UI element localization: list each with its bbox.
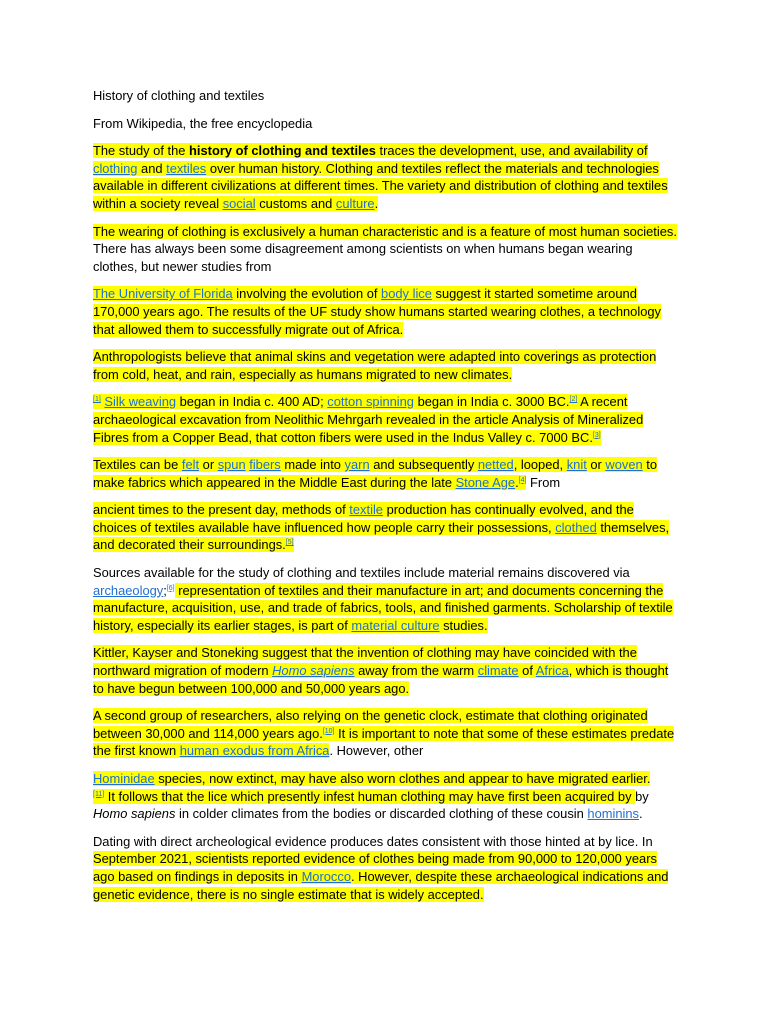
text-run: and subsequently bbox=[369, 457, 478, 473]
link-morocco[interactable]: Morocco bbox=[301, 868, 351, 884]
text-run: of bbox=[518, 663, 536, 679]
text-run: customs and bbox=[255, 195, 336, 211]
reference-1[interactable] bbox=[93, 396, 101, 403]
paragraph-silk bbox=[93, 393, 679, 446]
italic-term: Homo sapiens bbox=[272, 663, 355, 679]
reference-link[interactable]: [4] bbox=[518, 476, 527, 484]
paragraph-florida bbox=[93, 285, 679, 338]
link-stone-age[interactable]: Stone Age bbox=[455, 474, 516, 490]
reference-10[interactable] bbox=[323, 728, 335, 735]
reference-link[interactable]: [5] bbox=[285, 539, 294, 547]
text-run: ancient times to the present day, methods of bbox=[93, 502, 350, 518]
highlighted-text bbox=[93, 583, 673, 633]
link-yarn[interactable]: yarn bbox=[344, 457, 370, 473]
bold-term: history of clothing and textiles bbox=[189, 143, 376, 159]
link-hominidae[interactable]: Hominidae bbox=[93, 771, 155, 786]
plain-text: . However, other bbox=[329, 743, 424, 759]
link-university-of-florida[interactable]: The University of Florida bbox=[93, 286, 233, 302]
highlighted-text: Anthropologists believe that animal skins and vegetation were adapted into coverings as protection from cold, heat, and rain, especially as humans migrated to new climates. bbox=[93, 349, 657, 382]
highlighted-text bbox=[93, 457, 657, 490]
paragraph-anthropologists bbox=[93, 348, 679, 383]
text-run: to make fabrics which appeared in the Middle East during the late bbox=[93, 457, 658, 490]
subtitle-text: From Wikipedia, the free encyclopedia bbox=[93, 115, 313, 131]
link-material-culture[interactable]: material culture bbox=[351, 617, 440, 633]
paragraph-sources bbox=[93, 564, 679, 634]
text-run: suggest it started sometime around 170,000 years ago. The results of the UF study show humans started wearing clothes, a technology that allowed them to successfully migrate out of Africa. bbox=[93, 286, 661, 337]
link-hominins[interactable]: hominins bbox=[587, 806, 639, 822]
text-run: It is important to note that some of these estimates predate the first known bbox=[93, 725, 675, 759]
text-run: , which is thought to have begun between 100,000 and 50,000 years ago. bbox=[93, 663, 669, 696]
highlighted-text bbox=[93, 394, 643, 444]
link-netted[interactable]: netted bbox=[477, 457, 514, 473]
reference-link[interactable]: [11] bbox=[93, 790, 105, 798]
link-cotton-spinning[interactable]: cotton spinning bbox=[327, 394, 414, 410]
reference-link[interactable]: [6] bbox=[166, 584, 175, 592]
plain-text: by bbox=[635, 788, 649, 804]
link-culture[interactable]: culture bbox=[335, 195, 375, 211]
document-title bbox=[93, 87, 679, 105]
text-run: or bbox=[199, 457, 218, 473]
paragraph-dating bbox=[93, 833, 679, 903]
link-homo-sapiens[interactable] bbox=[272, 663, 354, 678]
reference-link[interactable]: [10] bbox=[322, 727, 335, 735]
link-woven[interactable]: woven bbox=[605, 457, 643, 473]
link-fibers[interactable]: fibers bbox=[249, 457, 281, 473]
text-run: Textiles can be bbox=[93, 457, 182, 473]
text-run: themselves, and decorated their surroundings. bbox=[93, 519, 670, 553]
reference-3[interactable] bbox=[593, 432, 601, 439]
reference-link[interactable]: [2] bbox=[569, 396, 578, 404]
paragraph-textiles bbox=[93, 456, 679, 491]
link-knit[interactable]: knit bbox=[566, 457, 587, 473]
reference-11[interactable] bbox=[93, 791, 104, 798]
text-run: began in India c. 400 AD; bbox=[176, 394, 328, 410]
text-run: and bbox=[137, 160, 167, 176]
link-textiles[interactable]: textiles bbox=[166, 160, 207, 176]
text-run: studies. bbox=[439, 617, 488, 633]
text-run: species, now extinct, may have also worn clothes and appear to have migrated earlier. bbox=[154, 771, 651, 786]
plain-text: There has always been some disagreement among scientists on when humans began wearing clothes, but newer studies from bbox=[93, 241, 633, 274]
plain-text: in colder climates from the bodies or discarded clothing of these cousin bbox=[175, 806, 588, 822]
document-subtitle bbox=[93, 115, 679, 133]
highlighted-text: The wearing of clothing is exclusively a human characteristic and is a feature of most human societies. bbox=[93, 223, 677, 239]
highlighted-text bbox=[93, 286, 661, 336]
reference-5[interactable] bbox=[286, 539, 294, 546]
text-run: . bbox=[374, 195, 379, 211]
plain-text: Dating with direct archeological evidence produces dates consistent with those hinted at by lice. In bbox=[93, 833, 653, 849]
text-run: It follows that the lice which presently infest human clothing may have first been acquired by bbox=[104, 788, 636, 804]
text-run: A recent archaeological excavation from Neolithic Mehrgarh revealed in the article Analysis of Mineralized Fibres from a Copper Bead, that cotton fibers were used in the Indus Valley c. 7000 BC. bbox=[93, 394, 644, 445]
text-run: ; bbox=[163, 582, 167, 598]
paragraph-kittler bbox=[93, 644, 679, 697]
link-human-exodus[interactable]: human exodus from Africa bbox=[179, 743, 330, 759]
paragraph-hominidae bbox=[93, 770, 679, 823]
text-run: began in India c. 3000 BC. bbox=[413, 394, 570, 410]
text-run: A second group of researchers, also relying on the genetic clock, estimate that clothing originated between 30,000 and 114,000 years ago. bbox=[93, 708, 648, 741]
link-body-lice[interactable]: body lice bbox=[381, 286, 432, 302]
text-run: The study of the bbox=[93, 143, 190, 159]
text-run: involving the evolution of bbox=[232, 286, 382, 302]
text-run: September 2021, scientists reported evidence of clothes being made from 90,000 to 120,000 years ago based on findings in deposits in bbox=[93, 851, 657, 884]
text-run: representation of textiles and their manufacture in art; and documents concerning the manufacture, acquisition, use, and trade of fabrics, tools, and finished garments. Scholarship of textile history, especially its earlier stages, is part of bbox=[93, 582, 673, 633]
plain-text: Sources available for the study of clothing and textiles include material remains discovered via bbox=[93, 565, 630, 581]
italic-term: Homo sapiens bbox=[93, 806, 176, 822]
text-run: traces the development, use, and availability of bbox=[375, 143, 648, 159]
plain-text: . bbox=[639, 806, 643, 822]
link-archaeology[interactable]: archaeology bbox=[93, 582, 164, 598]
link-silk-weaving[interactable]: Silk weaving bbox=[104, 394, 177, 410]
text-run: over human history. Clothing and textiles reflect the materials and technologies available in different civilizations at different times. The variety and distribution of clothing and textiles within a society reveal bbox=[93, 160, 668, 211]
document-body bbox=[93, 87, 679, 913]
title-text: History of clothing and textiles bbox=[93, 88, 265, 103]
link-textile[interactable]: textile bbox=[349, 502, 383, 518]
text-run: Kittler, Kayser and Stoneking suggest that the invention of clothing may have coincided with the northward migration of modern bbox=[93, 645, 637, 679]
link-spun[interactable]: spun bbox=[217, 457, 246, 473]
highlighted-text bbox=[93, 645, 668, 695]
reference-link[interactable]: [1] bbox=[93, 396, 101, 404]
text-run: or bbox=[586, 457, 606, 473]
text-run: . bbox=[515, 474, 519, 490]
paragraph-ancient-times bbox=[93, 501, 679, 554]
link-climate[interactable]: climate bbox=[477, 663, 519, 679]
highlighted-text bbox=[93, 143, 668, 211]
highlighted-text bbox=[93, 502, 669, 552]
highlighted-text bbox=[93, 771, 650, 804]
link-clothed[interactable]: clothed bbox=[555, 519, 597, 535]
text-run: . However, despite these archaeological indications and genetic evidence, there is no single estimate that is widely accepted. bbox=[93, 868, 669, 902]
link-africa[interactable]: Africa bbox=[535, 663, 569, 679]
text-run: away from the warm bbox=[354, 663, 478, 679]
link-social[interactable]: social bbox=[222, 195, 256, 211]
text-run: production has continually evolved, and the choices of textiles available have influenced how people carry their possessions, bbox=[93, 502, 634, 535]
reference-6[interactable] bbox=[167, 585, 175, 592]
link-felt[interactable]: felt bbox=[181, 457, 200, 473]
text-run: , looped, bbox=[513, 457, 567, 473]
reference-link[interactable]: [3] bbox=[592, 431, 601, 439]
plain-text: From bbox=[526, 474, 561, 490]
paragraph-intro bbox=[93, 142, 679, 212]
paragraph-genetic-clock bbox=[93, 707, 679, 760]
text-run: made into bbox=[280, 457, 345, 473]
highlighted-text bbox=[93, 851, 668, 901]
link-clothing[interactable]: clothing bbox=[93, 160, 138, 176]
paragraph-wearing bbox=[93, 223, 679, 276]
